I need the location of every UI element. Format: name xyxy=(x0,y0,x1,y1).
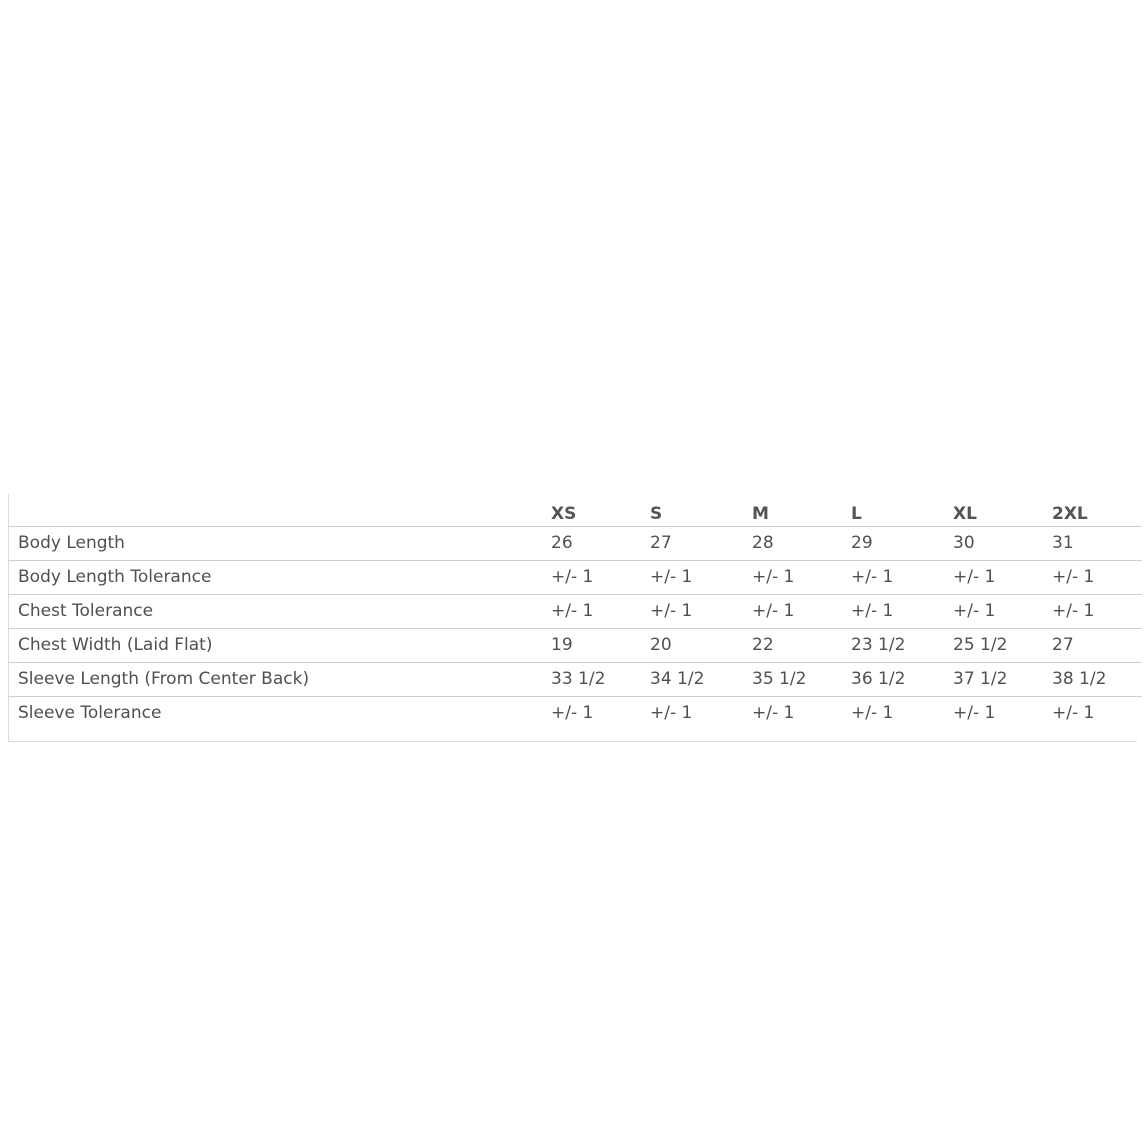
table-cell: 27 xyxy=(1043,628,1142,662)
table-cell: +/- 1 xyxy=(641,594,743,628)
size-header-m: M xyxy=(743,494,842,526)
table-cell: 19 xyxy=(542,628,641,662)
table-cell: 30 xyxy=(944,526,1043,560)
table-cell: 34 1/2 xyxy=(641,662,743,696)
table-cell: +/- 1 xyxy=(743,560,842,594)
table-cell: +/- 1 xyxy=(1052,703,1095,724)
table-cell: +/- 1 xyxy=(551,703,594,724)
table-cell: +/- 1 xyxy=(953,703,996,724)
table-cell: 22 xyxy=(743,628,842,662)
size-header-l: L xyxy=(842,494,944,526)
size-header-xs: XS xyxy=(542,494,641,526)
table-cell: +/- 1 xyxy=(842,560,944,594)
table-cell: +/- 1 xyxy=(650,703,693,724)
size-header-s: S xyxy=(641,494,743,526)
table-cell: 23 1/2 xyxy=(842,628,944,662)
row-label: Chest Tolerance xyxy=(9,594,542,628)
table-cell: 31 xyxy=(1043,526,1142,560)
table-cell: +/- 1 xyxy=(542,560,641,594)
table-cell: +/- 1 xyxy=(944,560,1043,594)
table-cell: +/- 1 xyxy=(1043,594,1142,628)
row-label: Body Length xyxy=(9,526,542,560)
size-chart-table xyxy=(9,494,1142,730)
size-header-2xl: 2XL xyxy=(1043,494,1142,526)
row-label: Body Length Tolerance xyxy=(9,560,542,594)
table-row xyxy=(9,662,1142,696)
table-cell: 27 xyxy=(641,526,743,560)
table-cell: 28 xyxy=(743,526,842,560)
table-cell: 33 1/2 xyxy=(542,662,641,696)
table-row xyxy=(9,594,1142,628)
table-cell: +/- 1 xyxy=(944,594,1043,628)
table-cell: +/- 1 xyxy=(743,594,842,628)
table-cell: +/- 1 xyxy=(851,703,894,724)
table-cell: 35 1/2 xyxy=(743,662,842,696)
row-label: Sleeve Tolerance xyxy=(18,703,162,724)
table-cell: +/- 1 xyxy=(1043,560,1142,594)
table-cell: 20 xyxy=(641,628,743,662)
table-cell: +/- 1 xyxy=(641,560,743,594)
row-label: Chest Width (Laid Flat) xyxy=(9,628,542,662)
row-label: Sleeve Length (From Center Back) xyxy=(9,662,542,696)
table-cell: 29 xyxy=(842,526,944,560)
table-cell: +/- 1 xyxy=(752,703,795,724)
table-row xyxy=(9,696,1142,730)
size-header-xl: XL xyxy=(944,494,1043,526)
table-cell: 38 1/2 xyxy=(1043,662,1142,696)
table-cell: 37 1/2 xyxy=(944,662,1043,696)
table-row xyxy=(9,526,1142,560)
table-cell: 36 1/2 xyxy=(842,662,944,696)
size-chart xyxy=(8,494,1137,742)
table-row xyxy=(9,628,1142,662)
table-cell: +/- 1 xyxy=(842,594,944,628)
table-cell: 25 1/2 xyxy=(944,628,1043,662)
size-header-row xyxy=(9,494,1142,526)
table-row xyxy=(9,560,1142,594)
table-cell: +/- 1 xyxy=(542,594,641,628)
table-cell: 26 xyxy=(542,526,641,560)
corner-cell xyxy=(9,494,542,526)
